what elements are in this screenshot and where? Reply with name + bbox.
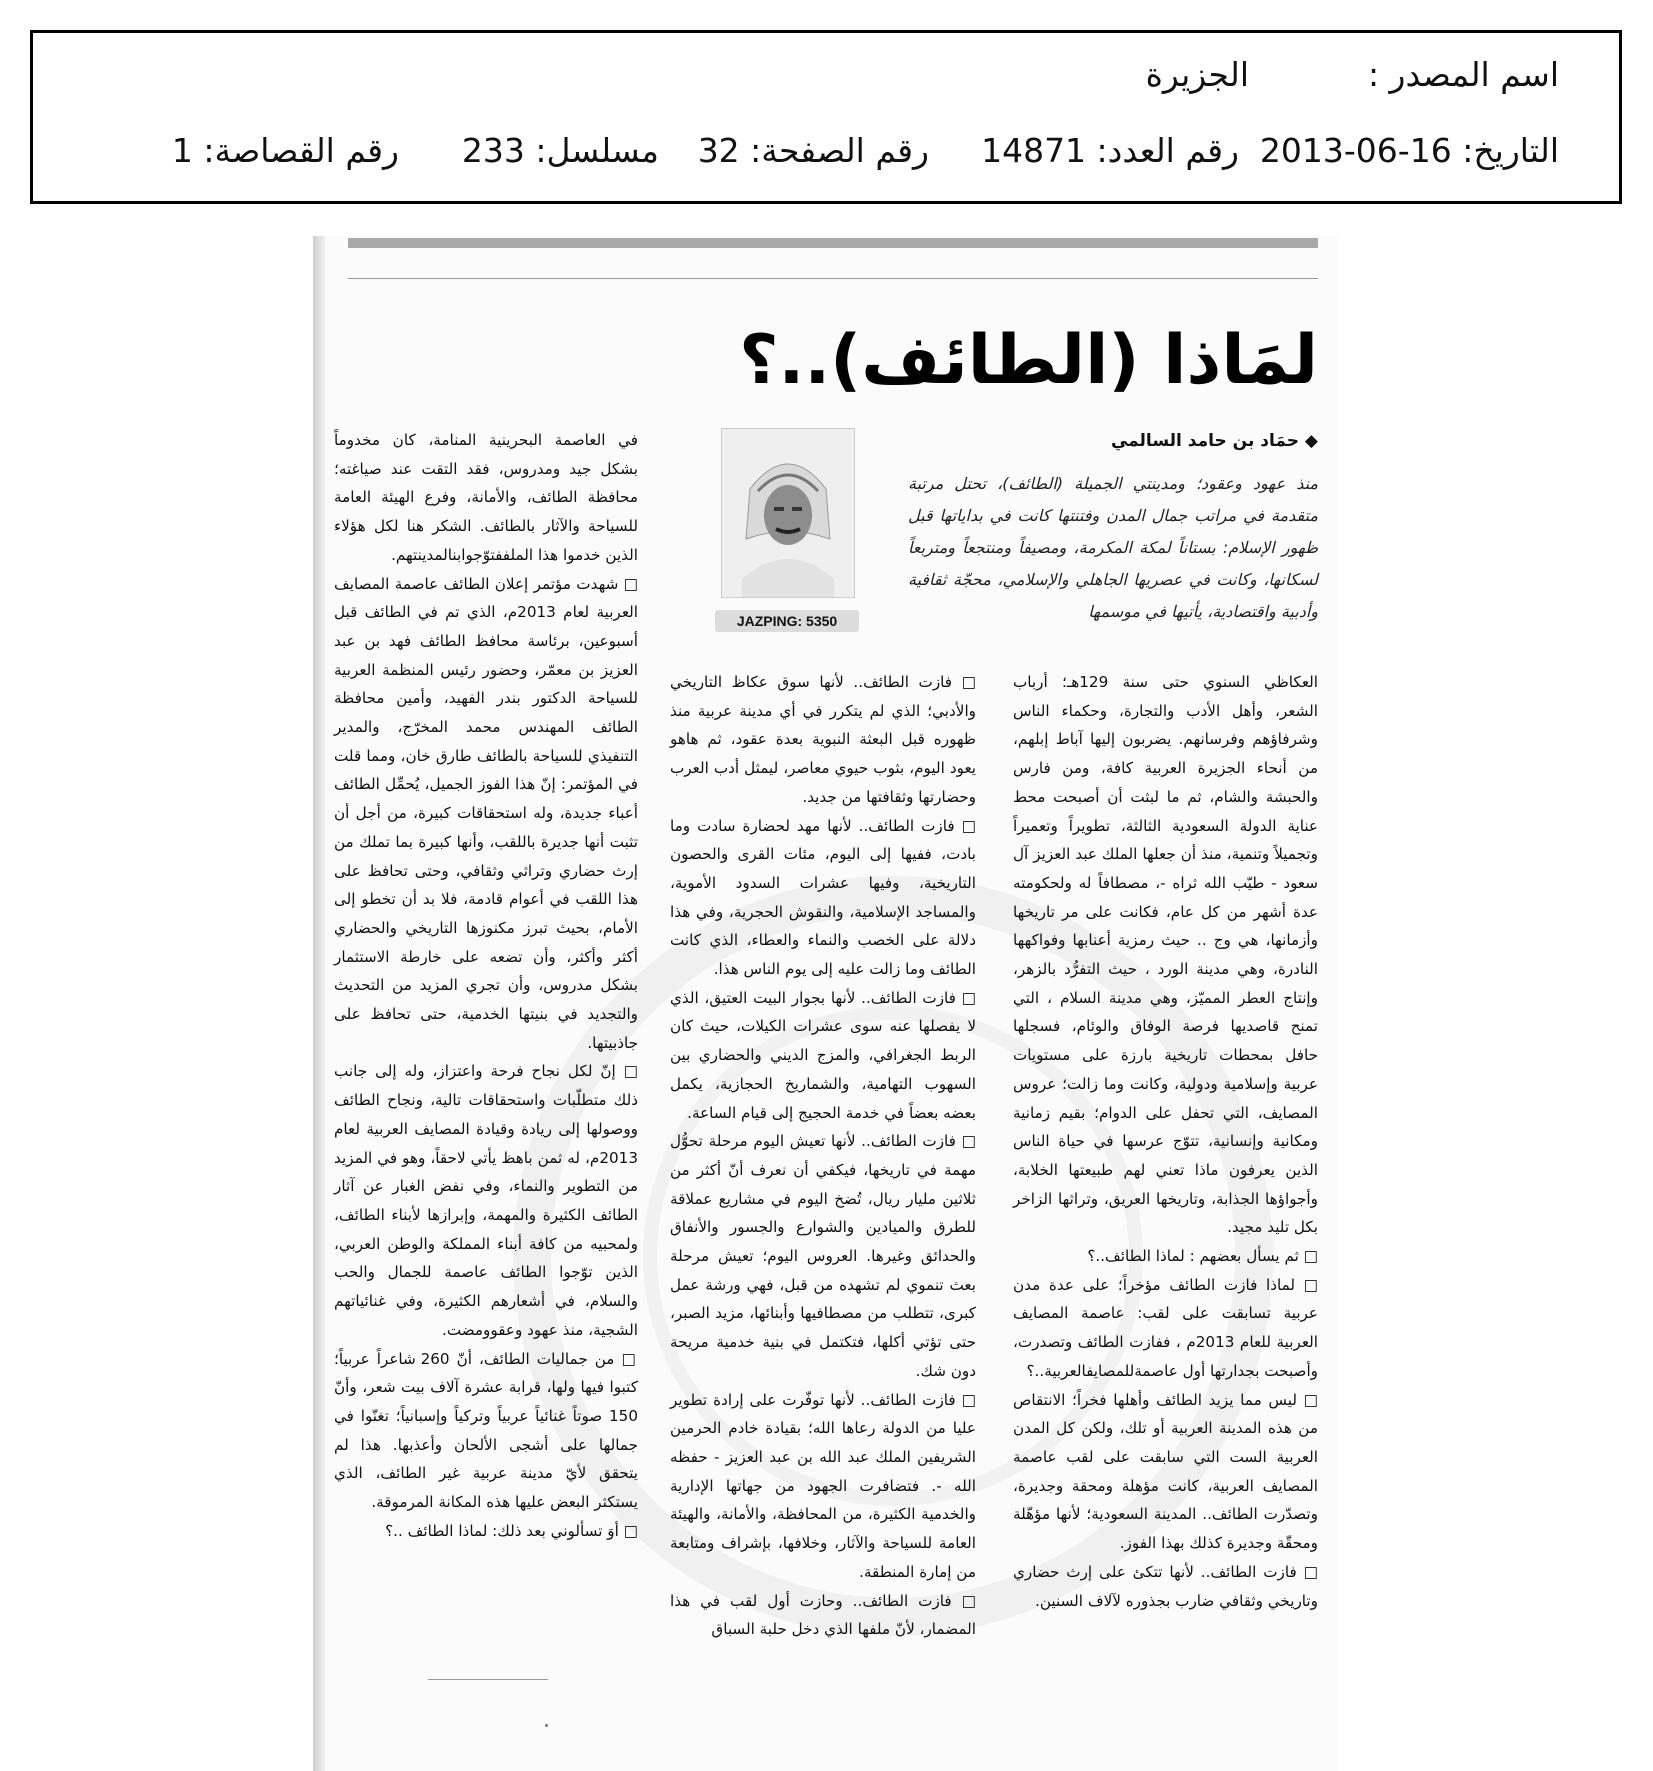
author-photo — [721, 428, 855, 598]
article-column-middle — [670, 668, 976, 1644]
end-rule — [428, 1679, 548, 1680]
paragraph: □ أوَ تسألوني بعد ذلك: لماذا الطائف ..؟ — [385, 1521, 638, 1540]
article-column-right — [1013, 668, 1318, 1615]
paragraph: □ فازت الطائف.. لأنها توفّرت على إرادة تطوير عليا من الدولة رعاها الله؛ بقيادة خادم الحرمين الشريفين الملك عبد الله بن عبد العزيز - حفظه الله -. فتضافرت الجهود من جهاتها الإدارية والخدمية الكثيرة، من المحافظة، والأمانة، والهيئة العامة للسياحة والآثار، وخلافها، بإشراف ومتابعة من إمارة المنطقة. — [670, 1390, 976, 1581]
paragraph: □ إنّ لكل نجاح فرحة واعتزاز، وله إلى جانب ذلك متطلّبات واستحقاقات تالية، ونجاح الطائف ووصولها إلى ريادة وقيادة المصايف العربية لعام 2013م، له ثمن باهظ يأتي لاحقاً، وهو في المزيد من التطوير والنماء، وفي نفض الغبار عن آثار الطائف الكثيرة والمهمة، وإبرازها لأبناء الطائف، ولمحبيه من كافة أبناء المملكة والوطن العربي، الذين توّجوا الطائف عاصمة للجمال والحب والسلام، في أشعارهم الكثيرة، وفي غنائياتهم الشجية، منذ عهود وعقوومضت. — [334, 1062, 638, 1339]
clipping-edge-shadow — [313, 236, 325, 1771]
date-field: التاريخ: 16-06-2013 — [1259, 131, 1559, 170]
serial-field: مسلسل: 233 — [461, 131, 659, 170]
author-portrait-icon — [722, 429, 854, 597]
article-headline: لمَاذا (الطائف)..؟ — [739, 321, 1318, 400]
paragraph: □ فازت الطائف.. لأنها تتكئ على إرث حضاري وتاريخي وثقافي ضارب بجذوره لآلاف السنين. — [1013, 1562, 1318, 1610]
clip-number-field: رقم القصاصة: 1 — [171, 131, 399, 170]
paragraph: □ فازت الطائف.. لأنها مهد لحضارة سادت وما بادت، ففيها إلى اليوم، مئات القرى والحصون التاريخية، وفيها عشرات السدود الأموية، والمساجد الإسلامية، والنقوش الحجرية، وفي هذا دلالة على الخصب والنماء والعطاء، الذي كانت الطائف وما زالت عليه إلى يوم الناس هذا. — [670, 816, 976, 979]
article-lead: منذ عهود وعقود؛ ومدينتي الجميلة (الطائف)، تحتل مرتبة متقدمة في مراتب جمال المدن وفتنتها كانت في بداياتها قبل ظهور الإسلام: بستاناً لمكة المكرمة، ومصيفاً ومنتجعاً ومتربعاً لسكانها، وكانت في عصريها الجاهلي والإسلامي، محجّة ثقافية وأدبية واقتصادية، يأتيها في موسمها — [908, 474, 1318, 621]
newspaper-clipping — [313, 236, 1338, 1771]
paragraph: □ ليس مما يزيد الطائف وأهلها فخراً؛ الانتقاص من هذه المدينة العربية أو تلك، ولكن كل المدن العربية الست التي سابقت على لقب عاصمة المصايف العربية، كانت مؤهلة ومحقة وجديرة، وتصدّرت الطائف.. المدينة السعودية؛ لأنها مؤهّلة ومحقّة وجديرة كذلك بهذا الفوز. — [1013, 1390, 1318, 1553]
author-byline: ◆ حمَاد بن حامد السالمي — [1110, 431, 1318, 451]
top-rule — [348, 278, 1318, 279]
paragraph: □ شهدت مؤتمر إعلان الطائف عاصمة المصايف العربية لعام 2013م، الذي تم في الطائف قبل أسبوعين، برئاسة محافظ الطائف فهد بن عبد العزيز بن معمّر، وحضور رئيس المنظمة العربية للسياحة الدكتور بندر الفهيد، وأمين محافظة الطائف المهندس محمد المخرّج، والمدير التنفيذي للسياحة بالطائف طارق خان، ومما قلت في المؤتمر: إنّ هذا الفوز الجميل، يُحمِّل الطائف أعباء جديدة، وله استحقاقات كبيرة، من أجل أن تثبت أنها جديرة باللقب، وأنها كبيرة بما تملك من إرث حضاري وتراثي وثقافي، وحتى تحافظ على هذا اللقب في أعوام قادمة، فلا بد أن تخطو إلى الأمام، بحيث تبرز مكنوزها التاريخي والحضاري أكثر وأكثر، وأن تضعه على خارطة الاستثمار بشكل مدروس، وأن تجري المزيد من التحديث والتجديد في بنيتها الخدمية، حتى تحافظ على جاذبيتها. — [334, 574, 638, 1052]
source-value: الجزيرة — [1145, 55, 1249, 94]
end-dot — [545, 1724, 548, 1727]
article-column-left — [334, 426, 638, 1545]
paragraph: □ فازت الطائف.. لأنها سوق عكاظ التاريخي والأدبي؛ الذي لم يتكرر في أي مدينة عربية منذ ظهوره قبل البعثة النبوية بعدة عقود، ثم هاهو يعود اليوم، بثوب حيوي معاصر، ليمثل أدب العرب وحضارتها وثقافتها من جديد. — [670, 673, 976, 806]
top-band — [348, 238, 1318, 248]
paragraph: □ فازت الطائف.. لأنها تعيش اليوم مرحلة تحوُّل مهمة في تاريخها، فيكفي أن نعرف أنّ أكثر من ثلاثين مليار ريال، تُضخ اليوم في مشاريع عملاقة للطرق والميادين والشوارع والجسور والأنفاق والحدائق وغيرها. العروس اليوم؛ تعيش مرحلة بعث تنموي لم تشهده من قبل، فهي ورشة عمل كبرى، تتطلب من مصطافيها وأبنائها، مزيد الصبر، حتى تؤتي أكلها، فتكتمل في بنية خدمية مريحة دون شك. — [670, 1132, 976, 1380]
photo-caption-badge: JAZPING: 5350 — [715, 610, 859, 632]
paragraph: العكاظي السنوي حتى سنة 129هـ؛ أرباب الشعر، وأهل الأدب والتجارة، وحكماء الناس وشرفاؤهم وفرسانهم. يضربون إليها آباط إبلهم، من أنحاء الجزيرة العربية كافة، ومن فارس والحبشة والشام، ثم ما لبثت أن أصبحت محط عناية الدولة السعودية الثالثة، تطويراً وتعميراً وتجميلاً وتنمية، منذ أن جعلها الملك عبد العزيز آل سعود - طيّب الله ثراه -، مصطافاً له ولحكومته عدة أشهر من كل عام، فكانت على مر تاريخها وأزمانها، هي وج .. حيث رمزية أعنابها وفواكهها النادرة، وهي مدينة الورد ، حيث التفرُّد بالزهر، وإنتاج العطر المميّز، وهي مدينة السلام ، التي تمنح قاصديها فرصة الوفاق والوئام، فسجلها حافل بمحطات تاريخية بارزة على مستويات عربية وإسلامية ودولية، وكانت وما زالت؛ عروس المصايف، التي تحفل على الدوام؛ بقيم زمانية ومكانية وإنسانية، تتوّج عرسها في حياة الناس الذين يعرفون ماذا تعني لهم طبيعتها الخلابة، وأجواؤها الجذابة، وتاريخها العريق، وتراثها الزاخر بكل تليد مجيد. — [1013, 673, 1318, 1237]
details-row — [33, 131, 1619, 171]
paragraph: في العاصمة البحرينية المنامة، كان مخدوماً بشكل جيد ومدروس، فقد التقت عند صياغته؛ محافظة الطائف، والأمانة، وفرع الهيئة العامة للسياحة والآثار بالطائف. الشكر هنا لكل هؤلاء الذين خدموا هذا الملففتوّجوابنالمدينتهم. — [334, 431, 638, 564]
page-number-field: رقم الصفحة: 32 — [697, 131, 929, 170]
issue-number-field: رقم العدد: 14871 — [981, 131, 1239, 170]
source-row — [33, 55, 1619, 95]
paragraph: □ من جماليات الطائف، أنّ 260 شاعراً عربياً؛ كتبوا فيها ولها، قرابة عشرة آلاف بيت شعر، وأنّ 150 صوتاً غنائياً عربياً وتركياً وإسبانياً؛ تغنّوا في جمالها على أشجى الألحان وأعذبها. هذا لم يتحقق لأيّ مدينة عربية غير الطائف، الذي يستكثر البعض عليها هذه المكانة المرموقة. — [334, 1349, 638, 1512]
paragraph: □ فازت الطائف.. لأنها بجوار البيت العتيق، الذي لا يفصلها عنه سوى عشرات الكيلات، حيث كان الربط الجغرافي، والمزج الديني والحضاري بين السهوب التهامية، والشماريخ الحجازية، يكمل بعضه بعضاً في خدمة الحجيج إلى قيام الساعة. — [670, 988, 976, 1122]
paragraph: □ فازت الطائف.. وحازت أول لقب في هذا المضمار، لأنّ ملفها الذي دخل حلبة السباق — [670, 1591, 976, 1639]
paragraph: □ ثم يسأل بعضهم : لماذا الطائف..؟ — [1087, 1247, 1318, 1266]
paragraph: □ لماذا فازت الطائف مؤخراً؛ على عدة مدن عربية تسابقت على لقب: عاصمة المصايف العربية للعام 2013م ، ففازت الطائف وتصدرت، وأصبحت بجدارتها أول عاصمةللمصايفالعربية..؟ — [1013, 1275, 1318, 1380]
source-label: اسم المصدر : — [1367, 55, 1559, 94]
source-metadata-box — [30, 30, 1622, 204]
